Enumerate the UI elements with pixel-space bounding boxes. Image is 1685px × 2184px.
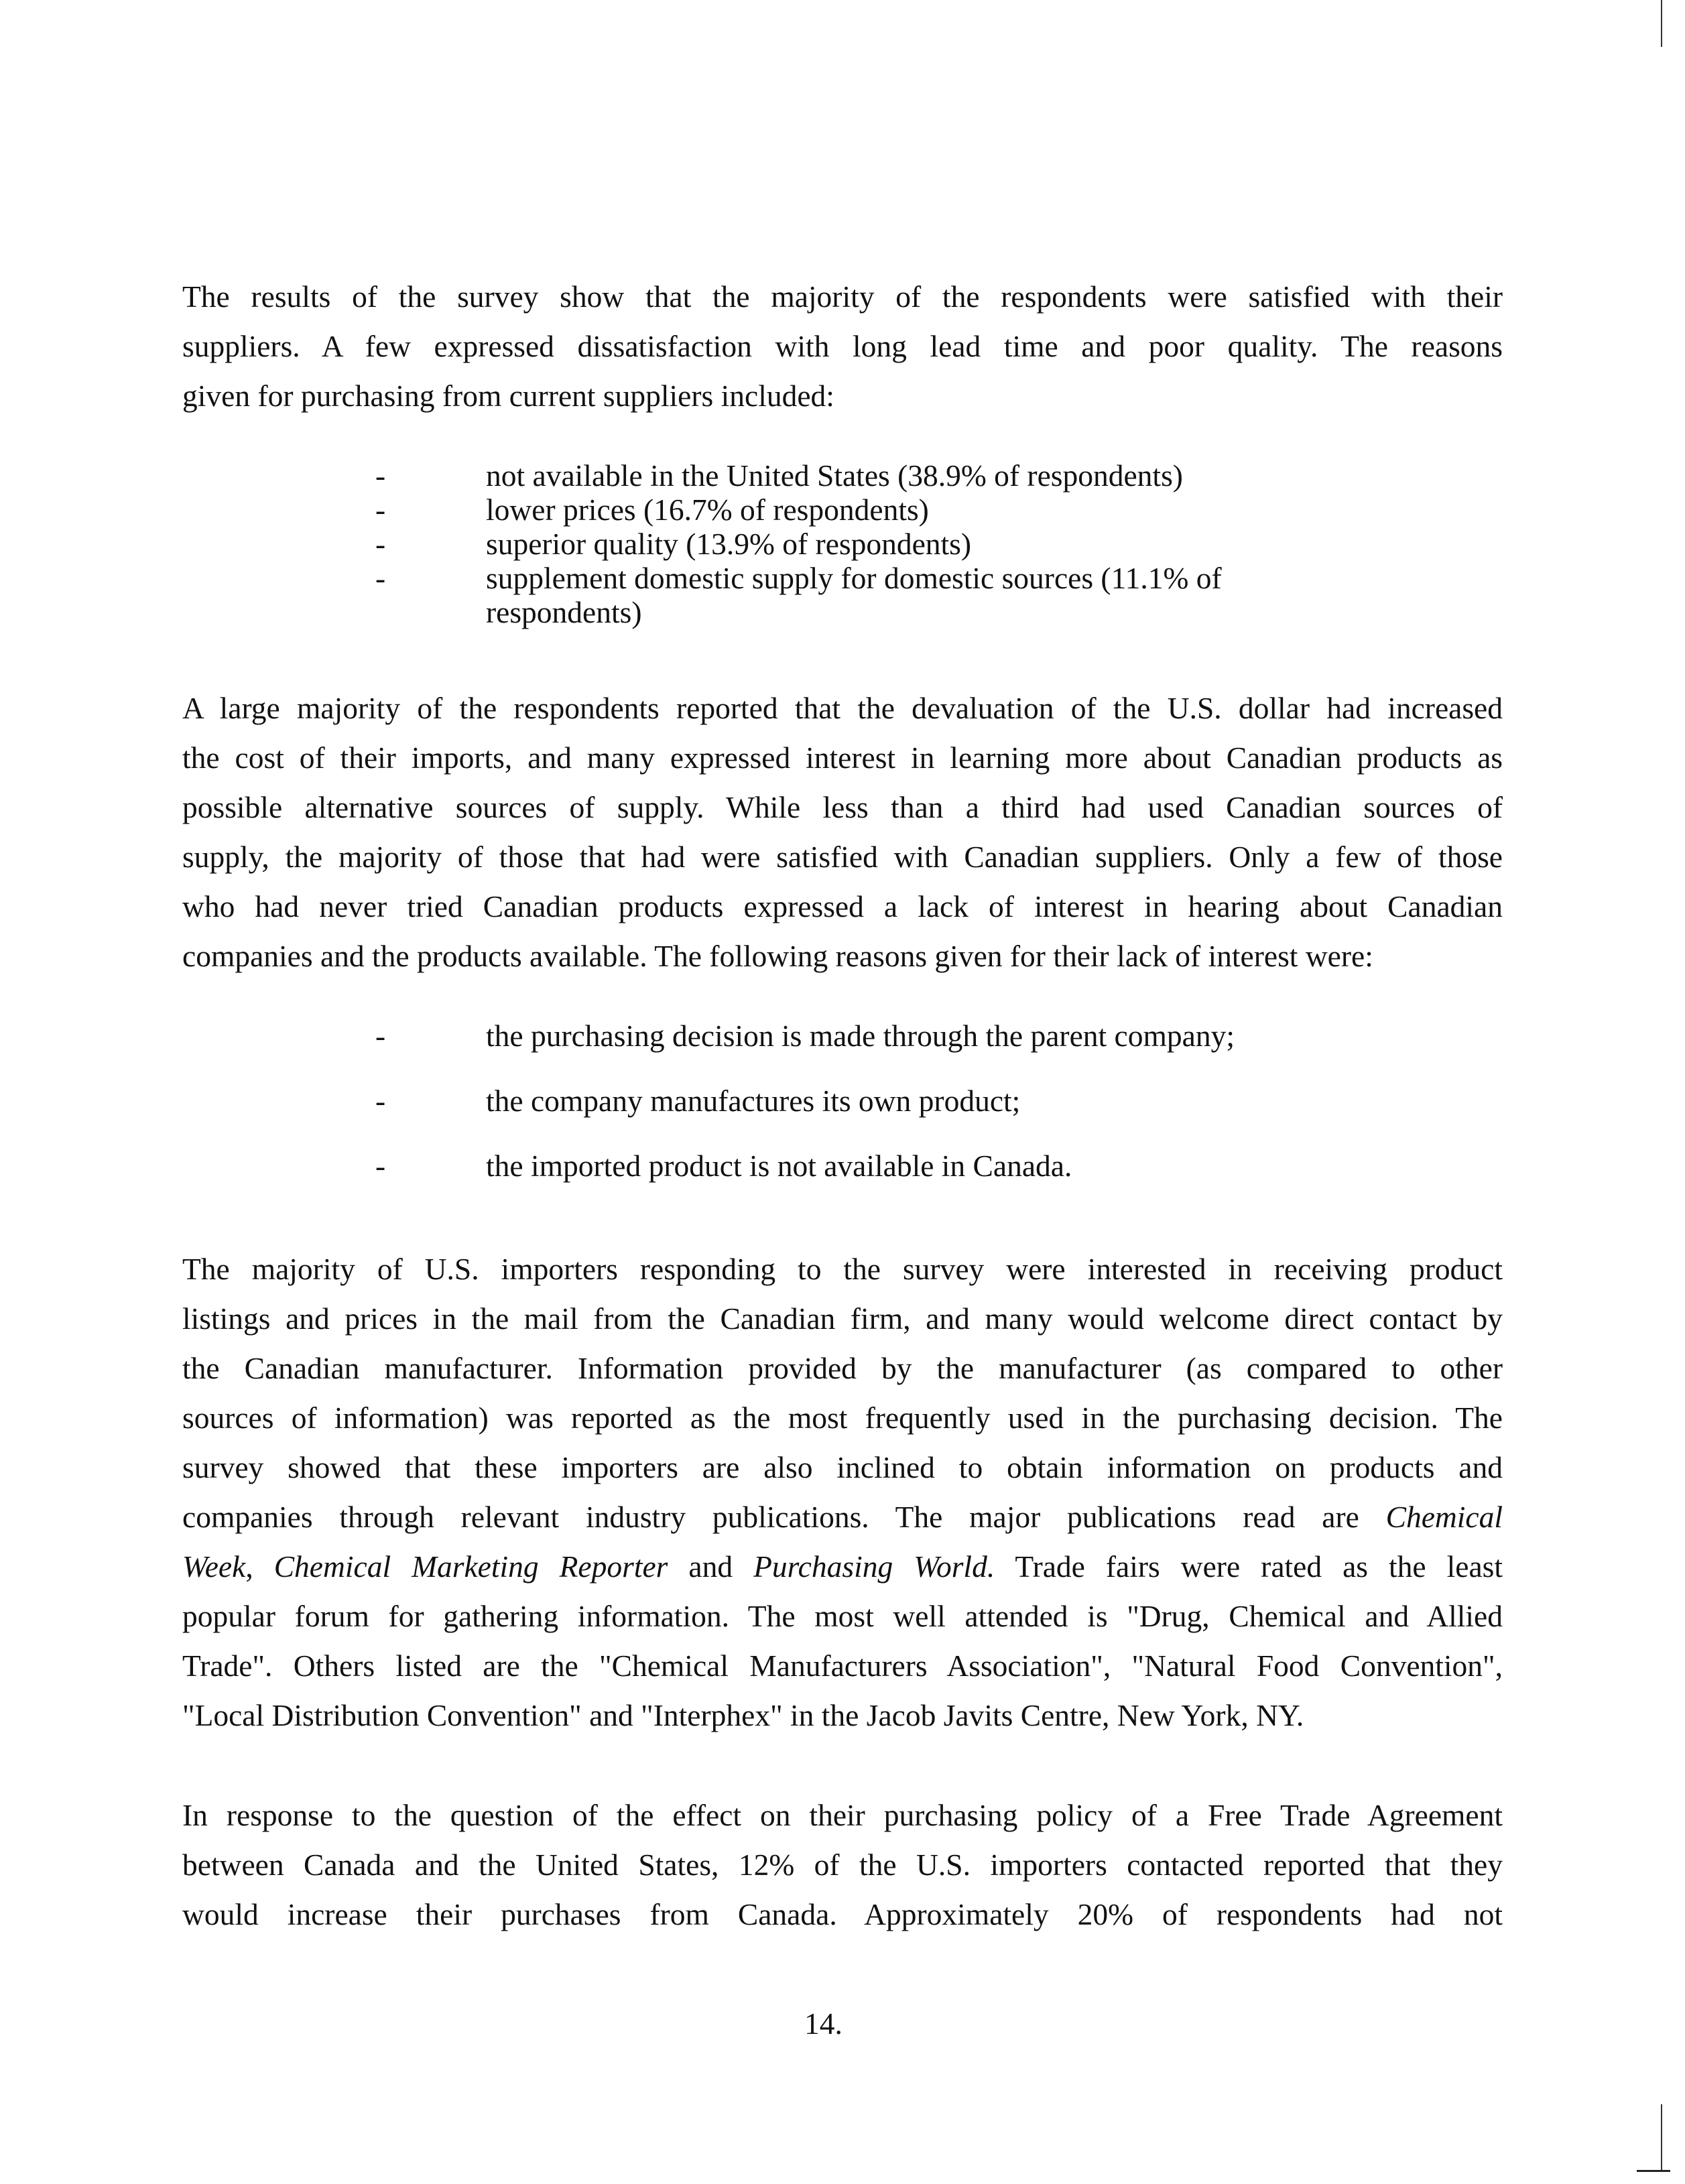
dash-marker: - (375, 493, 386, 527)
text-run: companies through relevant industry publications. The major publications read are (182, 1500, 1386, 1534)
text-line (182, 1492, 1503, 1542)
text-line (182, 1542, 1503, 1592)
text-line: possible alternative sources of supply. While less than a third had used Canadian sources of (182, 790, 1503, 824)
list-item (375, 1081, 1448, 1121)
scan-edge-mark (1637, 2170, 1670, 2172)
text-line: would increase their purchases from Canada. Approximately 20% of respondents had not (182, 1897, 1503, 1931)
text-run: , (245, 1549, 274, 1584)
paragraph-survey-results (182, 272, 1503, 421)
text-line: "Local Distribution Convention" and "Interphex" in the Jacob Javits Centre, New York, NY. (182, 1698, 1304, 1732)
text-line: The results of the survey show that the majority of the respondents were satisfied with their (182, 279, 1503, 314)
text-line: between Canada and the United States, 12% of the U.S. importers contacted reported that they (182, 1848, 1503, 1882)
publication-title: Week (182, 1549, 246, 1584)
text-line: popular forum for gathering information. The most well attended is "Drug, Chemical and Allied (182, 1599, 1503, 1633)
text-line: suppliers. A few expressed dissatisfaction with long lead time and poor quality. The reasons (182, 329, 1503, 363)
publication-title: Chemical Marketing Reporter (273, 1549, 668, 1584)
text-run: and (668, 1549, 754, 1584)
text-run: Trade fairs were rated as the least (995, 1549, 1503, 1584)
text-line: A large majority of the respondents reported that the devaluation of the U.S. dollar had increased (182, 691, 1503, 725)
dash-marker: - (375, 1149, 386, 1183)
reasons-list (375, 458, 1448, 629)
paragraph-devaluation (182, 684, 1503, 981)
paragraph-free-trade (182, 1791, 1503, 1939)
dash-marker: - (375, 1084, 386, 1118)
list-item (375, 1146, 1448, 1186)
paragraph-importers-information (182, 1244, 1503, 1740)
text-line: listings and prices in the mail from the Canadian firm, and many would welcome direct contact by (182, 1301, 1503, 1336)
text-line: companies and the products available. The following reasons given for their lack of interest were: (182, 939, 1373, 973)
publication-title: Purchasing World. (753, 1549, 995, 1584)
text-line: given for purchasing from current suppliers included: (182, 379, 834, 413)
page-number: 14. (804, 2006, 842, 2041)
publication-title: Chemical (1385, 1500, 1503, 1534)
list-item (375, 458, 1448, 493)
dash-marker: - (375, 1019, 386, 1053)
text-line: the cost of their imports, and many expressed interest in learning more about Canadian products as (182, 741, 1503, 775)
list-item (375, 493, 1448, 527)
scan-edge-mark (1661, 0, 1662, 47)
text-line: survey showed that these importers are also inclined to obtain information on products and (182, 1450, 1503, 1484)
list-item-text: the company manufactures its own product; (486, 1084, 1021, 1118)
text-line: Trade". Others listed are the "Chemical Manufacturers Association", "Natural Food Convention", (182, 1649, 1503, 1683)
dash-marker: - (375, 527, 386, 561)
disinterest-reasons-list (375, 1016, 1448, 1211)
text-line: The majority of U.S. importers responding to the survey were interested in receiving product (182, 1252, 1503, 1286)
scan-edge-mark (1661, 2104, 1662, 2171)
list-item-text: the imported product is not available in Canada. (486, 1149, 1072, 1183)
list-item (375, 527, 1448, 561)
list-item-text: supplement domestic supply for domestic sources (11.1% of respondents) (486, 561, 1222, 629)
text-line: In response to the question of the effect on their purchasing policy of a Free Trade Agreement (182, 1798, 1503, 1832)
list-item (375, 561, 1337, 629)
dash-marker: - (375, 561, 386, 595)
text-line: who had never tried Canadian products expressed a lack of interest in hearing about Canadian (182, 889, 1503, 923)
list-item-text: the purchasing decision is made through the parent company; (486, 1019, 1235, 1053)
text-line: sources of information) was reported as the most frequently used in the purchasing decision. The (182, 1401, 1503, 1435)
dash-marker: - (375, 458, 386, 493)
list-item (375, 1016, 1448, 1056)
text-line: the Canadian manufacturer. Information provided by the manufacturer (as compared to other (182, 1351, 1503, 1385)
list-item-text: lower prices (16.7% of respondents) (486, 493, 929, 527)
text-line: supply, the majority of those that had were satisfied with Canadian suppliers. Only a few of those (182, 840, 1503, 874)
list-item-text: not available in the United States (38.9% of respondents) (486, 458, 1183, 493)
list-item-text: superior quality (13.9% of respondents) (486, 527, 972, 561)
